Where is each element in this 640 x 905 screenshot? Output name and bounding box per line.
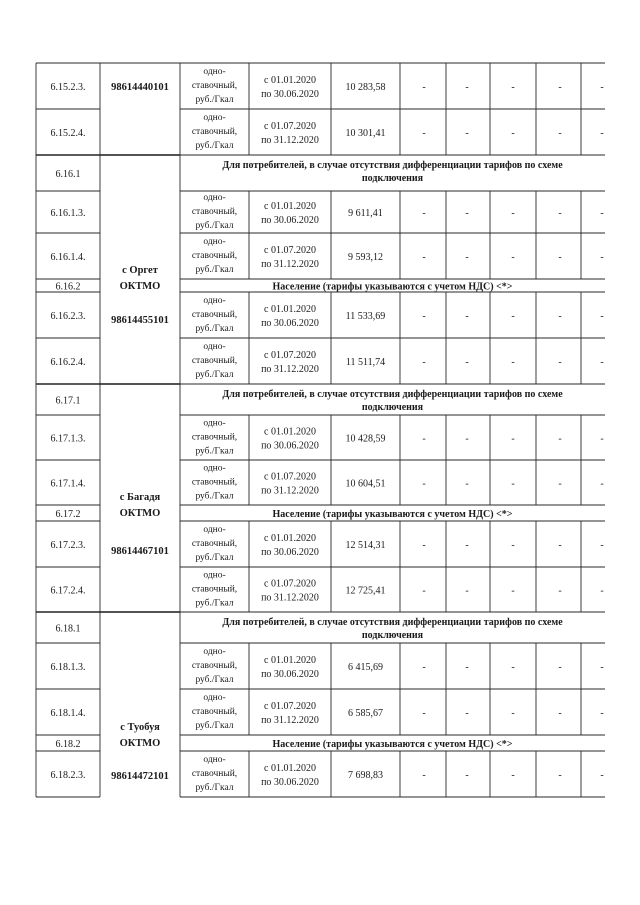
tariff-unit: одно-: [203, 693, 226, 703]
section-heading: Для потребителей, в случае отсутствия дифференциации тарифов по схеме: [222, 389, 563, 400]
tariff-unit: одно-: [203, 463, 226, 474]
tariff-unit: руб./Гкал: [195, 675, 234, 685]
empty-value-dash: -: [511, 357, 515, 368]
empty-value-dash: -: [558, 128, 562, 139]
oktmo-label: ОКТМО: [119, 281, 161, 292]
empty-value-dash: -: [422, 357, 426, 368]
row-id: 6.16.2.3.: [50, 311, 86, 322]
empty-value-dash: -: [600, 252, 604, 263]
empty-value-dash: -: [422, 585, 426, 597]
period-end: по 31.12.2020: [261, 485, 319, 497]
tariff-unit: ставочный,: [191, 356, 238, 366]
empty-value-dash: -: [465, 478, 469, 490]
empty-value-dash: -: [511, 128, 515, 139]
tariff-value: 7 698,83: [348, 770, 383, 781]
section-heading-cont: подключения: [361, 630, 424, 641]
period-start: с 01.07.2020: [264, 701, 316, 712]
period-end: по 31.12.2020: [261, 364, 319, 375]
tariff-unit: одно-: [203, 113, 226, 123]
period-end: по 31.12.2020: [261, 259, 319, 270]
tariff-unit: одно-: [203, 647, 226, 657]
tariff-unit: одно-: [203, 296, 226, 306]
period-end: по 30.06.2020: [261, 89, 319, 100]
empty-value-dash: -: [511, 478, 515, 490]
section-heading: Население (тарифы указываются с учетом НДС) <*>: [272, 281, 513, 293]
tariff-unit: ставочный,: [191, 310, 238, 320]
row-id: 6.17.2.3.: [50, 540, 86, 551]
period-end: по 30.06.2020: [261, 318, 319, 329]
empty-value-dash: -: [600, 540, 604, 551]
empty-value-dash: -: [600, 357, 604, 368]
empty-value-dash: -: [600, 82, 604, 93]
empty-value-dash: -: [422, 433, 426, 445]
period-start: с 01.01.2020: [264, 304, 316, 315]
period-start: с 01.07.2020: [264, 350, 316, 361]
oktmo-label: ОКТМО: [119, 738, 161, 749]
row-id: 6.16.1.3.: [50, 208, 86, 219]
oktmo-code: 98614467101: [111, 546, 169, 557]
empty-value-dash: -: [465, 708, 469, 719]
tariff-value: 12 725,41: [345, 585, 386, 597]
tariff-unit: руб./Гкал: [195, 95, 234, 105]
empty-value-dash: -: [600, 662, 604, 673]
settlement-name: с Багадя: [119, 492, 161, 503]
empty-value-dash: -: [511, 662, 515, 673]
row-id: 6.17.1.4.: [50, 478, 86, 490]
empty-value-dash: -: [422, 540, 426, 551]
row-id: 6.17.2.4.: [50, 585, 86, 597]
tariff-value: 11 533,69: [345, 311, 386, 322]
empty-value-dash: -: [511, 311, 515, 322]
empty-value-dash: -: [558, 585, 562, 597]
section-heading: Население (тарифы указываются с учетом НДС) <*>: [272, 509, 513, 520]
row-id: 6.16.1.4.: [50, 252, 86, 263]
empty-value-dash: -: [465, 357, 469, 368]
empty-value-dash: -: [600, 311, 604, 322]
empty-value-dash: -: [422, 208, 426, 219]
empty-value-dash: -: [422, 662, 426, 673]
tariff-value: 6 415,69: [348, 662, 383, 673]
tariff-unit: ставочный,: [191, 661, 238, 671]
tariff-unit: руб./Гкал: [195, 324, 234, 334]
empty-value-dash: -: [422, 770, 426, 781]
empty-value-dash: -: [558, 357, 562, 368]
empty-value-dash: -: [558, 540, 562, 551]
tariff-unit: одно-: [203, 570, 226, 581]
period-start: с 01.07.2020: [264, 245, 316, 256]
period-end: по 31.12.2020: [261, 592, 319, 604]
tariff-value: 11 511,74: [345, 357, 386, 368]
empty-value-dash: -: [465, 433, 469, 445]
empty-value-dash: -: [558, 252, 562, 263]
tariff-unit: ставочный,: [191, 251, 238, 261]
empty-value-dash: -: [511, 770, 515, 781]
empty-value-dash: -: [511, 433, 515, 445]
tariff-unit: ставочный,: [191, 477, 238, 488]
period-start: с 01.07.2020: [264, 121, 316, 132]
tariff-unit: руб./Гкал: [195, 491, 234, 502]
tariff-unit: одно-: [203, 193, 226, 203]
empty-value-dash: -: [465, 540, 469, 551]
tariff-unit: руб./Гкал: [195, 721, 234, 731]
tariff-unit: ставочный,: [191, 769, 238, 779]
tariff-unit: ставочный,: [191, 127, 238, 137]
empty-value-dash: -: [558, 208, 562, 219]
section-heading-cont: подключения: [361, 173, 424, 184]
tariff-unit: одно-: [203, 342, 226, 352]
period-start: с 01.01.2020: [264, 763, 316, 774]
tariff-value: 12 514,31: [345, 540, 386, 551]
tariff-value: 10 428,59: [345, 433, 386, 445]
tariff-unit: одно-: [203, 67, 226, 77]
tariff-value: 6 585,67: [348, 708, 383, 719]
empty-value-dash: -: [558, 478, 562, 490]
empty-value-dash: -: [558, 82, 562, 93]
row-id: 6.17.1: [55, 395, 81, 407]
empty-value-dash: -: [465, 128, 469, 139]
empty-value-dash: -: [511, 708, 515, 719]
tariff-unit: ставочный,: [191, 207, 238, 217]
empty-value-dash: -: [422, 708, 426, 719]
tariff-unit: ставочный,: [191, 707, 238, 717]
period-start: с 01.07.2020: [264, 471, 316, 483]
section-heading: Для потребителей, в случае отсутствия дифференциации тарифов по схеме: [222, 160, 563, 171]
row-id: 6.18.1: [55, 623, 81, 635]
period-start: с 01.01.2020: [264, 655, 316, 666]
period-start: с 01.01.2020: [264, 75, 316, 86]
empty-value-dash: -: [465, 208, 469, 219]
empty-value-dash: -: [422, 252, 426, 263]
period-start: с 01.07.2020: [264, 578, 316, 590]
empty-value-dash: -: [600, 708, 604, 719]
tariff-unit: руб./Гкал: [195, 141, 234, 151]
tariff-unit: руб./Гкал: [195, 370, 234, 380]
oktmo-label: ОКТМО: [119, 508, 161, 519]
tariff-value: 9 593,12: [348, 252, 383, 263]
oktmo-code: 98614455101: [111, 315, 169, 326]
tariff-unit: одно-: [203, 755, 226, 765]
tariff-value: 10 301,41: [345, 128, 386, 139]
period-start: с 01.01.2020: [264, 201, 316, 212]
tariff-value: 10 604,51: [345, 478, 386, 490]
period-end: по 30.06.2020: [261, 547, 319, 558]
empty-value-dash: -: [465, 311, 469, 322]
row-id: 6.18.2.3.: [50, 770, 86, 781]
empty-value-dash: -: [600, 478, 604, 490]
empty-value-dash: -: [465, 662, 469, 673]
empty-value-dash: -: [422, 128, 426, 139]
empty-value-dash: -: [558, 708, 562, 719]
settlement-name: с Туобуя: [120, 722, 160, 733]
empty-value-dash: -: [465, 770, 469, 781]
settlement-name: с Оргет: [122, 265, 158, 276]
row-id: 6.15.2.4.: [50, 128, 86, 139]
tariff-unit: руб./Гкал: [195, 783, 234, 793]
empty-value-dash: -: [558, 311, 562, 322]
tariff-unit: ставочный,: [191, 432, 238, 443]
section-heading-cont: подключения: [361, 402, 424, 413]
tariff-value: 10 283,58: [345, 82, 386, 93]
empty-value-dash: -: [558, 770, 562, 781]
period-end: по 30.06.2020: [261, 440, 319, 452]
tariff-unit: ставочный,: [191, 81, 238, 91]
period-end: по 31.12.2020: [261, 135, 319, 146]
empty-value-dash: -: [600, 770, 604, 781]
empty-value-dash: -: [422, 311, 426, 322]
row-id: 6.15.2.3.: [50, 82, 86, 93]
row-id: 6.18.2: [55, 739, 81, 750]
empty-value-dash: -: [465, 585, 469, 597]
row-id: 6.18.1.3.: [50, 662, 86, 673]
tariff-value: 9 611,41: [348, 208, 383, 219]
section-heading: Для потребителей, в случае отсутствия дифференциации тарифов по схеме: [222, 617, 563, 628]
period-end: по 30.06.2020: [261, 215, 319, 226]
period-start: с 01.01.2020: [264, 426, 316, 438]
empty-value-dash: -: [511, 585, 515, 597]
row-id: 6.17.2: [55, 509, 81, 520]
tariff-unit: руб./Гкал: [195, 446, 234, 457]
tariff-unit: руб./Гкал: [195, 221, 234, 231]
tariff-unit: ставочный,: [191, 539, 238, 549]
empty-value-dash: -: [600, 208, 604, 219]
empty-value-dash: -: [422, 82, 426, 93]
period-end: по 30.06.2020: [261, 777, 319, 788]
tariff-unit: одно-: [203, 418, 226, 429]
empty-value-dash: -: [600, 128, 604, 139]
tariff-unit: одно-: [203, 525, 226, 535]
section-heading: Население (тарифы указываются с учетом НДС) <*>: [272, 739, 513, 750]
empty-value-dash: -: [600, 433, 604, 445]
row-id: 6.16.2.4.: [50, 357, 86, 368]
empty-value-dash: -: [511, 208, 515, 219]
empty-value-dash: -: [422, 478, 426, 490]
oktmo-code: 98614440101: [111, 82, 169, 93]
row-id: 6.17.1.3.: [50, 433, 86, 445]
row-id: 6.16.1: [55, 169, 81, 180]
tariff-unit: ставочный,: [191, 584, 238, 595]
tariff-unit: одно-: [203, 237, 226, 247]
empty-value-dash: -: [558, 662, 562, 673]
empty-value-dash: -: [511, 540, 515, 551]
empty-value-dash: -: [511, 252, 515, 263]
tariff-unit: руб./Гкал: [195, 598, 234, 609]
empty-value-dash: -: [511, 82, 515, 93]
row-id: 6.18.1.4.: [50, 708, 86, 719]
period-end: по 31.12.2020: [261, 715, 319, 726]
empty-value-dash: -: [465, 252, 469, 263]
tariff-unit: руб./Гкал: [195, 265, 234, 275]
tariff-unit: руб./Гкал: [195, 553, 234, 563]
oktmo-code: 98614472101: [111, 771, 169, 782]
period-start: с 01.01.2020: [264, 533, 316, 544]
period-end: по 30.06.2020: [261, 669, 319, 680]
empty-value-dash: -: [600, 585, 604, 597]
empty-value-dash: -: [558, 433, 562, 445]
empty-value-dash: -: [465, 82, 469, 93]
row-id: 6.16.2: [55, 281, 81, 293]
